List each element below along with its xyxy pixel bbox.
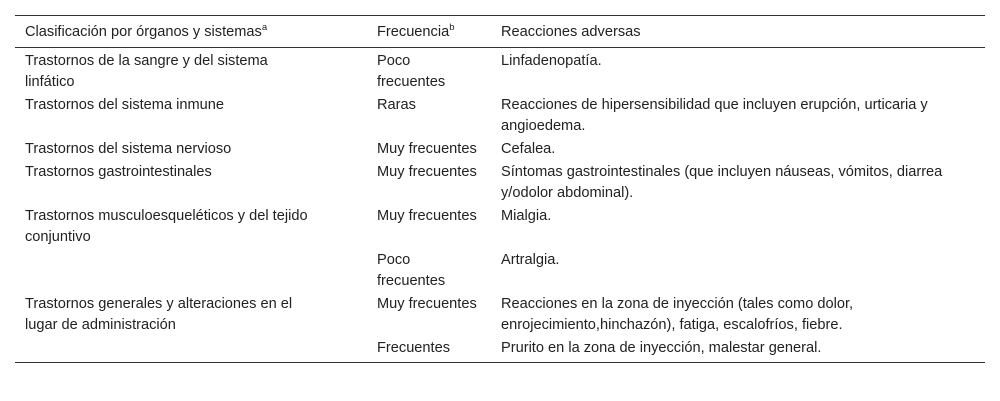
table-row xyxy=(15,205,985,249)
table-body xyxy=(15,48,985,363)
table-header xyxy=(15,16,985,48)
header-system-class xyxy=(15,16,367,48)
cell-system xyxy=(15,293,367,337)
table-row xyxy=(15,249,985,293)
cell-system xyxy=(15,48,367,95)
adverse-reactions-table-container xyxy=(15,15,985,363)
cell-reaction: Artralgia. xyxy=(501,252,560,268)
cell-reaction: Síntomas gastrointestinales (que incluyen náuseas, vómitos, diarrea y/odolor abdominal). xyxy=(501,164,943,201)
header-row xyxy=(15,16,985,48)
cell-system xyxy=(15,337,367,363)
cell-frequency: Frecuentes xyxy=(367,337,491,363)
header-frequency-footnote: b xyxy=(449,22,455,34)
cell-system xyxy=(15,205,367,249)
header-frequency-label: Frecuencia xyxy=(377,24,450,40)
cell-reaction: Mialgia. xyxy=(501,208,552,224)
cell-system-text: Trastornos musculoesqueléticos y del tejido conjuntivo xyxy=(25,208,308,245)
header-frequency xyxy=(367,16,491,48)
cell-system-text: Trastornos del sistema nervioso xyxy=(25,141,232,157)
cell-reaction: Linfadenopatía. xyxy=(501,53,602,69)
cell-frequency: Muy frecuentes xyxy=(377,141,477,157)
cell-frequency: Muy frecuentes xyxy=(377,296,477,312)
cell-reaction: Cefalea. xyxy=(501,141,556,157)
cell-system xyxy=(15,94,367,138)
cell-reaction: Prurito en la zona de inyección, malestar general. xyxy=(491,337,985,363)
cell-system xyxy=(15,161,367,205)
cell-frequency: Raras xyxy=(377,97,416,113)
cell-reaction: Reacciones en la zona de inyección (tales como dolor, enrojecimiento,hinchazón), fatiga, escalofríos, fiebre. xyxy=(501,296,854,333)
cell-system-text: Trastornos generales y alteraciones en el lugar de administración xyxy=(25,296,293,333)
cell-system xyxy=(15,138,367,161)
cell-frequency: Muy frecuentes xyxy=(377,164,477,180)
table-row xyxy=(15,293,985,337)
table-row xyxy=(15,94,985,138)
adverse-reactions-table xyxy=(15,15,985,363)
header-adverse-reactions: Reacciones adversas xyxy=(491,16,985,48)
header-system-class-label: Clasificación por órganos y sistemas xyxy=(25,24,262,40)
cell-reaction: Reacciones de hipersensibilidad que incluyen erupción, urticaria y angioedema. xyxy=(501,97,928,134)
table-row xyxy=(15,48,985,95)
cell-frequency: Muy frecuentes xyxy=(377,208,477,224)
cell-system xyxy=(15,249,367,293)
table-row xyxy=(15,161,985,205)
cell-system-text: Trastornos gastrointestinales xyxy=(25,164,212,180)
cell-frequency: Poco frecuentes xyxy=(377,252,446,289)
table-row xyxy=(15,337,985,363)
table-row xyxy=(15,138,985,161)
cell-system-text: Trastornos de la sangre y del sistema linfático xyxy=(25,53,268,90)
header-system-class-footnote: a xyxy=(261,22,268,34)
cell-frequency: Poco frecuentes xyxy=(377,53,446,90)
cell-system-text: Trastornos del sistema inmune xyxy=(25,97,224,113)
